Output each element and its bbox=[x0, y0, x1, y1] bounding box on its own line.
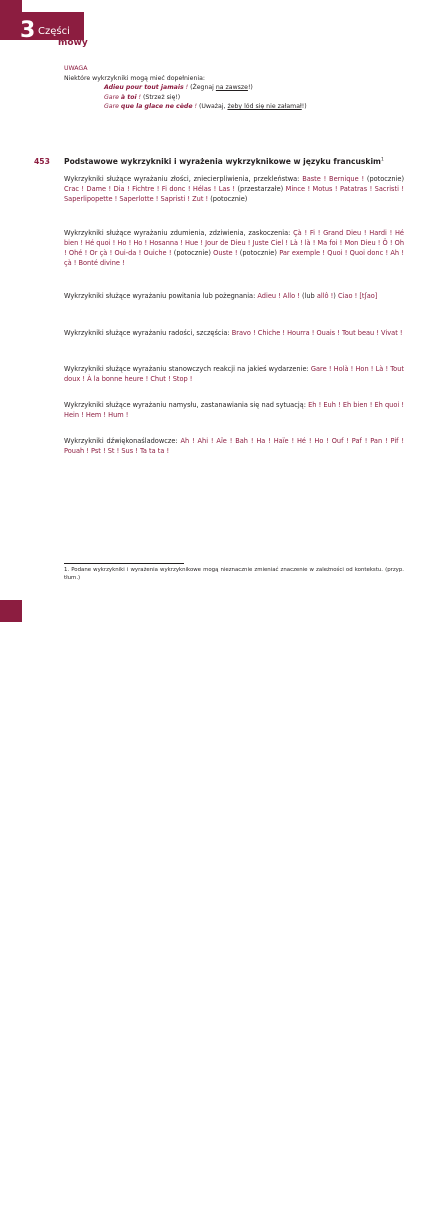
interjections: allô ! bbox=[316, 292, 334, 300]
footnote: 1. Podane wykrzykniki i wyrażenia wykrzyknikowe mogą nieznacznie zmieniać znaczenie w zależności od kontekstu. (przyp. tłum.) bbox=[64, 567, 404, 582]
example-translation-underlined: na zawsze bbox=[215, 84, 248, 92]
example-translation: (Uważaj, bbox=[196, 103, 228, 111]
chapter-header bbox=[0, 0, 435, 50]
example-translation: (Strzeż się!) bbox=[141, 93, 181, 101]
paragraph-reaction bbox=[64, 364, 404, 384]
example-french: Adieu pour tout jamais bbox=[104, 84, 184, 92]
note-block bbox=[64, 64, 404, 112]
interjections: Adieu ! Allo ! bbox=[257, 292, 300, 300]
note-example-2 bbox=[104, 93, 404, 103]
section-title bbox=[64, 157, 404, 166]
example-translation-end: !) bbox=[301, 103, 307, 111]
paragraph-lead: Wykrzykniki służące wyrażaniu namysłu, zastanawiania się nad sytuacją: bbox=[64, 401, 309, 409]
example-french: Gare bbox=[104, 103, 121, 111]
interjections: Bravo ! Chiche ! Hourra ! Ouais ! Tout beau ! Vivat ! bbox=[231, 329, 403, 337]
example-french-bold: que la glace ne cède bbox=[120, 103, 193, 111]
example-bang: ! bbox=[136, 93, 142, 101]
interjections: Ah ! Ahi ! Aïe ! Bah ! Ha ! Haïe ! Hé ! Ho ! Ouf ! Paf ! Pan ! Pif ! Pouah ! Pst ! St ! Sus ! Ta ta ta ! bbox=[64, 437, 404, 455]
paragraph-lead: Wykrzykniki służące wyrażaniu radości, szczęścia: bbox=[64, 329, 232, 337]
example-translation-underlined: żeby lód się nie załamał bbox=[227, 103, 302, 111]
page-number: 252 bbox=[3, 1204, 19, 1212]
register-note: (potocznie) bbox=[208, 195, 248, 203]
left-margin-band bbox=[0, 0, 22, 640]
interjections: Ouste ! bbox=[213, 249, 238, 257]
section-title-text: Podstawowe wykrzykniki i wyrażenia wykrzyknikowe w języku francuskim bbox=[64, 157, 381, 166]
example-translation: (Żegnaj bbox=[188, 84, 216, 92]
interjections: Eh ! Euh ! Eh bien ! Eh quoi ! Hein ! Hem ! Hum ! bbox=[64, 401, 404, 419]
page-number-tab bbox=[0, 600, 22, 1212]
example-french: Gare bbox=[104, 93, 121, 101]
register-note: (potocznie) bbox=[237, 249, 280, 257]
note-intro: Niektóre wykrzykniki mogą mieć dopełnienia: bbox=[64, 74, 205, 82]
note-example-1 bbox=[104, 83, 404, 93]
paragraph-anger bbox=[64, 174, 404, 204]
interjections: Çà ! Fi ! Grand Dieu ! Hardi ! Hé bien ! Hé quoi ! Ho ! Ho ! Hosanna ! Hue ! Jour de Dieu ! Juste Ciel ! Là ! là ! Ma foi ! Mon Dieu ! Ô ! Oh ! Ohé ! Or çà ! Oui-da ! Ouiche ! bbox=[64, 229, 404, 257]
chapter-number: 3 bbox=[20, 18, 36, 43]
interjections: Par exemple ! Quoi ! Quoi donc ! Ah ! çà ! Bonté divine ! bbox=[64, 249, 404, 267]
chapter-title: Części bbox=[38, 26, 70, 37]
note-example-3 bbox=[104, 102, 404, 112]
register-note: ) bbox=[333, 292, 338, 300]
register-note: (przestarzałe) bbox=[235, 185, 286, 193]
example-bang: ! bbox=[183, 84, 189, 92]
paragraph-onomatopoeia bbox=[64, 436, 404, 456]
note-label: UWAGA bbox=[64, 65, 88, 72]
paragraph-reflection bbox=[64, 400, 404, 420]
paragraph-lead: Wykrzykniki służące wyrażaniu złości, zniecierpliwienia, przekleństwa: bbox=[64, 175, 303, 183]
paragraph-lead: Wykrzykniki służące wyrażaniu stanowczych reakcji na jakieś wydarzenie: bbox=[64, 365, 311, 373]
section-number: 453 bbox=[34, 157, 50, 166]
paragraph-greeting bbox=[64, 291, 404, 301]
example-french-bold: à toi bbox=[120, 93, 137, 101]
register-note: (potocznie) bbox=[364, 175, 405, 183]
interjections: Baste ! Bernique ! bbox=[302, 175, 365, 183]
example-bang: ! bbox=[192, 103, 197, 111]
interjections: Gare ! Holà ! Hon ! Là ! Tout doux ! À la bonne heure ! Chut ! Stop ! bbox=[64, 365, 404, 383]
interjections: Ciao ! [tʃao] bbox=[337, 292, 378, 300]
footnote-divider bbox=[64, 563, 184, 564]
interjections: Crac ! Dame ! Dia ! Fichtre ! Fi donc ! Hélas ! Las ! bbox=[64, 185, 235, 193]
paragraph-lead: Wykrzykniki służące wyrażaniu powitania lub pożegnania: bbox=[64, 292, 258, 300]
paragraph-joy bbox=[64, 328, 404, 338]
register-note: (potocznie) bbox=[171, 249, 214, 257]
chapter-subtitle: mowy bbox=[58, 38, 88, 48]
chapter-label-box bbox=[0, 12, 84, 43]
paragraph-lead: Wykrzykniki dźwiękonaśladowcze: bbox=[64, 437, 181, 445]
paragraph-lead: Wykrzykniki służące wyrażaniu zdumienia, zdziwienia, zaskoczenia: bbox=[64, 229, 294, 237]
example-translation-end: !) bbox=[247, 84, 253, 92]
footnote-marker: 1 bbox=[380, 157, 384, 163]
register-note: (lub bbox=[299, 292, 317, 300]
paragraph-surprise bbox=[64, 228, 404, 268]
interjections: Mince ! Motus ! Patatras ! Sacristi ! Saperlipopette ! Saperlotte ! Sapristi ! Zut ! bbox=[64, 185, 404, 203]
